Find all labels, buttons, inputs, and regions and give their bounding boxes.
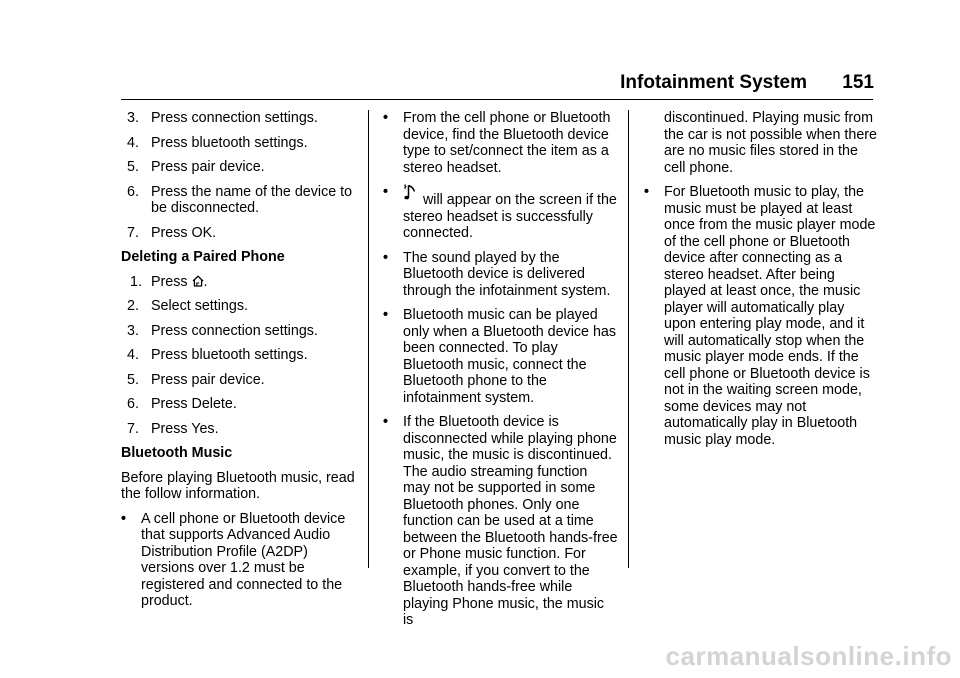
- bluetooth-music-icon: [403, 184, 419, 206]
- column-divider-left: [368, 110, 369, 568]
- step-item: 5. Press pair device.: [127, 159, 265, 175]
- bullet-item: • If the Bluetooth device is disconnected while playing phone music, the music is discontinued. The audio streaming function may not be supported in some Bluetooth phones. Only one function can be used at a time between the Bluetooth hands-free or Phone music function. For example, if you convert to the Bluetooth hands-free while playing Phone music, the music is: [383, 414, 618, 628]
- step-item: 5. Press pair device.: [127, 371, 265, 388]
- bullet-list: [121, 511, 356, 610]
- intro-paragraph: Before playing Bluetooth music, read the follow information.: [121, 469, 355, 502]
- bullet-item: • Bluetooth music can be played only when a Bluetooth device has been connected. To play Bluetooth music, connect the Bluetooth phone to the infotainment system.: [383, 307, 617, 406]
- bullet-item: • The sound played by the Bluetooth device is delivered through the infotainment system.: [383, 249, 611, 299]
- step-item: 2. Select settings.: [127, 298, 248, 314]
- bullet-marker: •: [383, 249, 389, 266]
- delete-steps: [121, 274, 356, 438]
- step-item: 3. Press connection settings.: [127, 322, 318, 339]
- bullet-item: • From the cell phone or Bluetooth device, find the Bluetooth device type to set/connect the item as a stereo headset.: [383, 110, 611, 176]
- bullet-marker: •: [383, 184, 389, 200]
- column-divider-right: [628, 110, 629, 568]
- bullet-list: [644, 184, 879, 448]
- bullet-marker: •: [383, 307, 389, 323]
- step-item: 6. Press Delete.: [127, 396, 237, 412]
- page-number: 151: [842, 72, 874, 93]
- column-2: [383, 110, 618, 637]
- column-3: [644, 110, 879, 456]
- bullet-item: • will appear on the screen if the stereo headset is successfully connected.: [383, 184, 617, 241]
- bullet-item: • A cell phone or Bluetooth device that supports Advanced Audio Distribution Profile (A2DP) versions over 1.2 must be registered and connected to the product.: [121, 510, 346, 609]
- bullet-marker: •: [383, 414, 389, 430]
- bullet-marker: •: [644, 184, 650, 200]
- step-item: 1. Press .: [130, 273, 208, 290]
- watermark: carmanualsonline.info: [665, 641, 952, 671]
- disconnect-steps: [121, 110, 356, 241]
- heading-bluetooth-music: Bluetooth Music: [121, 445, 233, 461]
- bullet-marker: •: [383, 110, 389, 126]
- step-item: 3. Press connection settings.: [127, 110, 318, 126]
- step-item: 6. Press the name of the device to be disconnected.: [127, 183, 353, 216]
- heading-deleting-paired-phone: Deleting a Paired Phone: [121, 249, 285, 265]
- step-item: 7. Press OK.: [127, 224, 217, 241]
- home-icon: [192, 275, 204, 287]
- bullet-marker: •: [121, 510, 127, 527]
- step-item: 7. Press Yes.: [127, 420, 219, 437]
- header-rule: [121, 99, 873, 100]
- bullet-item: • For Bluetooth music to play, the music must be played at least once from the music player mode of the cell phone or Bluetooth device after connecting as a stereo headset. After being played at least once, the music player will automatically play upon entering play mode, and it will automatically stop when the music player mode ends. If the cell phone or Bluetooth device is not in the waiting screen mode, some devices may not automatically play in Bluetooth music play mode.: [644, 184, 876, 448]
- continuation-text: discontinued. Playing music from the car is not possible when there are no music files stored in the cell phone.: [664, 110, 877, 176]
- step-item: 4. Press bluetooth settings.: [127, 347, 308, 363]
- page-header: [620, 72, 874, 94]
- step-item: 4. Press bluetooth settings.: [127, 134, 308, 151]
- section-title: Infotainment System: [620, 72, 808, 93]
- bullet-list: [383, 110, 618, 629]
- column-1: [121, 110, 356, 618]
